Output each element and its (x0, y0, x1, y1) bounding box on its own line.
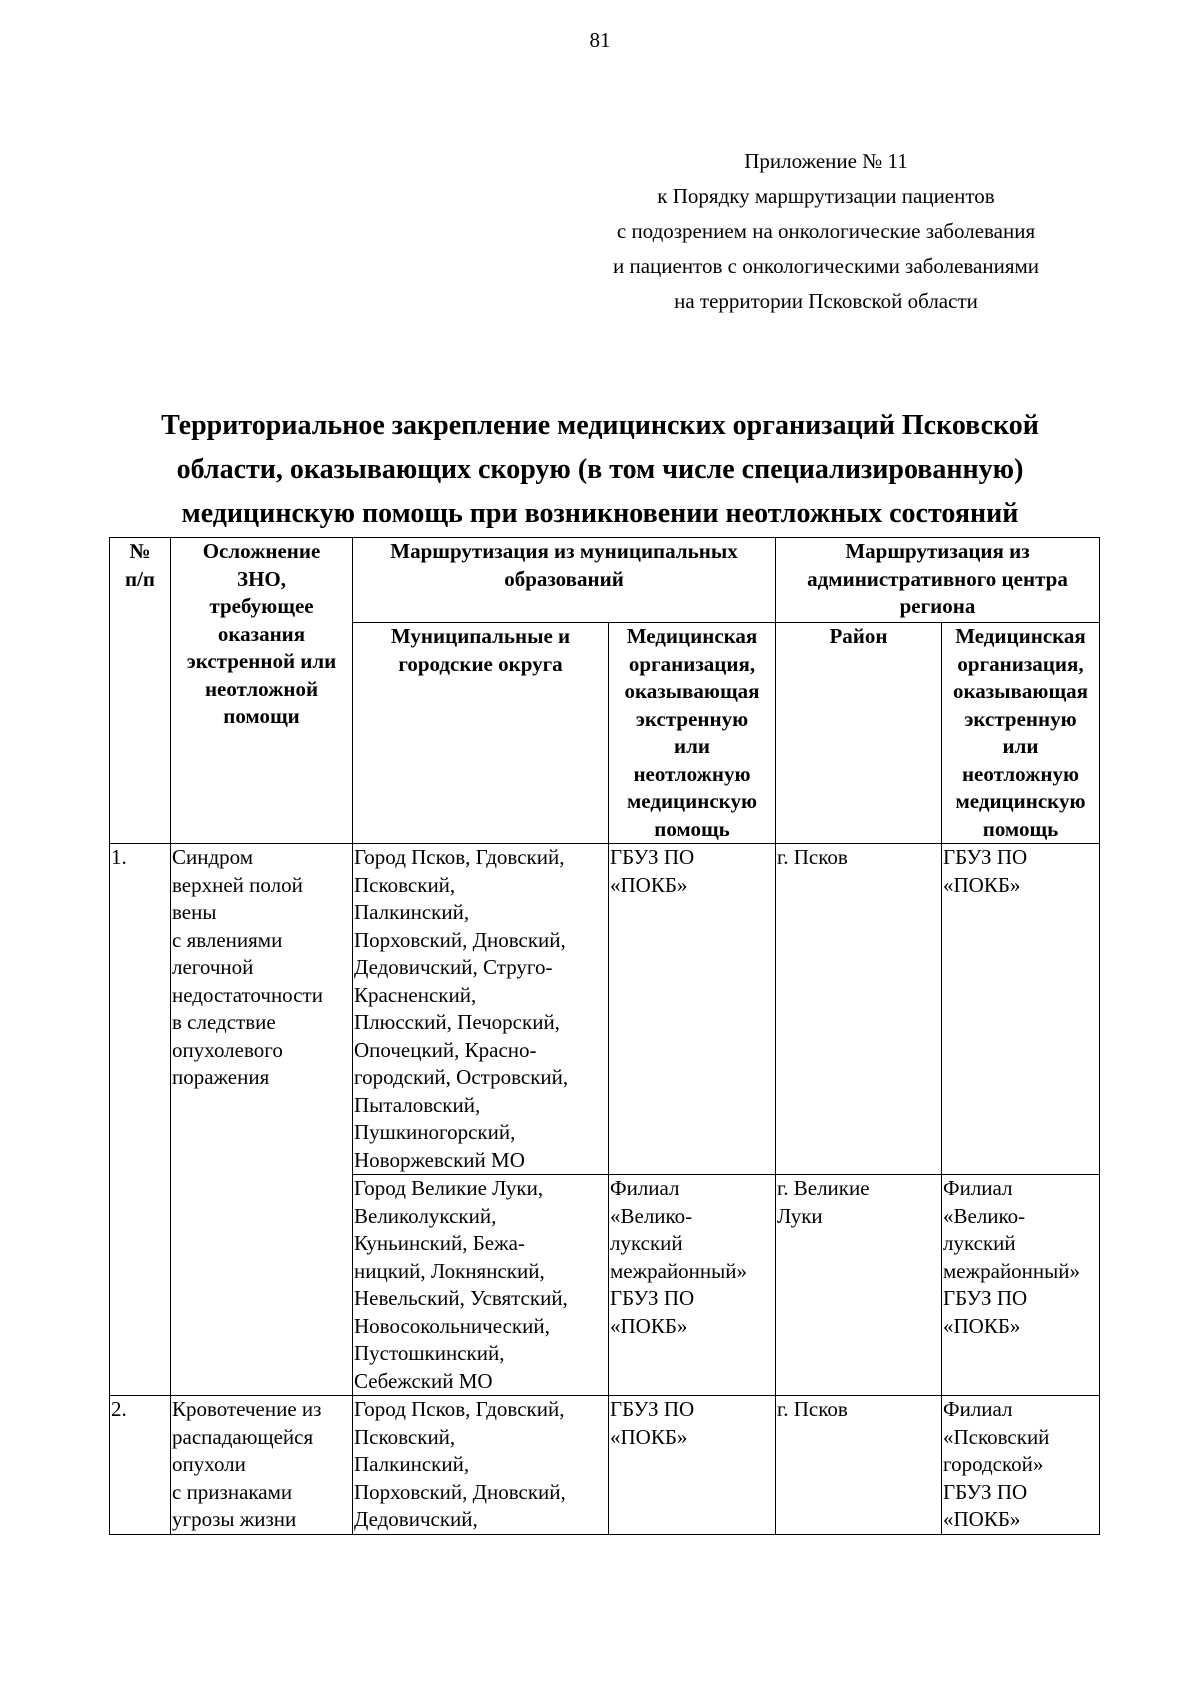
appendix-line: с подозрением на онкологические заболевания (616, 219, 1036, 243)
complication-cell (171, 1396, 353, 1535)
cell-line: «ПОКБ» (610, 1424, 688, 1449)
cell-line: Псковский, (354, 872, 456, 897)
cell-line: Пыталовский, (354, 1092, 481, 1117)
header-line: оказывающая (952, 679, 1089, 703)
cell-line: «ПОКБ» (610, 872, 688, 897)
table-row (110, 844, 1100, 1175)
cell-line: Новоржевский МО (354, 1147, 525, 1172)
cell-line: Дедовичский, (354, 1507, 478, 1531)
header-line: неотложной (204, 676, 319, 701)
cell-line: Филиал (610, 1176, 680, 1200)
cell-line: ницкий, Локнянский, (354, 1258, 545, 1283)
header-line: экстренную (635, 706, 749, 731)
municipalities-cell (353, 844, 609, 1175)
document-title (110, 404, 1090, 536)
header-line: региона (899, 594, 976, 618)
district-cell (776, 1175, 942, 1396)
cell-line: «ПОКБ» (943, 872, 1021, 897)
header-med-org-admin (942, 623, 1100, 844)
header-line: медицинскую (955, 789, 1086, 813)
header-routing-admin (776, 538, 1100, 623)
header-line: требующее (209, 594, 314, 618)
cell-line: Невельский, Усвятский, (354, 1286, 568, 1310)
cell-line: межрайонный» (943, 1258, 1081, 1283)
header-row (110, 538, 1100, 623)
municipalities-cell (353, 1396, 609, 1535)
cell-line: Палкинский, (354, 1452, 470, 1476)
cell-line: Город Псков, Гдовский, (354, 1397, 565, 1421)
cell-line: Порховский, Дновский, (354, 927, 566, 952)
cell-line: Себежский МО (354, 1368, 493, 1393)
cell-line: г. Великие (777, 1176, 870, 1200)
row-number (110, 1396, 171, 1535)
cell-line: ГБУЗ ПО (943, 1286, 1028, 1310)
cell-line: «Велико- (610, 1203, 693, 1228)
cell-line: Филиал (943, 1397, 1013, 1421)
header-line: экстренную (964, 706, 1077, 731)
header-line: помощи (223, 704, 300, 728)
header-line: помощь (982, 816, 1059, 841)
cell-line: «Псковский (943, 1424, 1050, 1449)
header-line: п/п (124, 566, 156, 591)
header-line: или (674, 734, 710, 758)
cell-line: с явлениями (172, 927, 283, 952)
header-line: оказывающая (624, 679, 760, 703)
cell-line: Красненский, (354, 982, 477, 1007)
header-line: организация, (957, 651, 1084, 676)
header-line: или (1002, 734, 1039, 758)
appendix-line: на территории Псковской области (674, 289, 978, 313)
cell-line: Куньинский, Бежа- (354, 1231, 525, 1255)
header-municipal-districts (353, 623, 609, 844)
cell-line: городский, Островский, (354, 1065, 569, 1089)
header-line: Район (829, 624, 888, 648)
cell-line: Луки (777, 1203, 823, 1228)
cell-line: верхней полой (172, 872, 303, 897)
page-number: 81 (589, 28, 611, 52)
cell-line: с признаками (172, 1479, 293, 1504)
header-line: экстренной или (186, 649, 337, 673)
municipalities-cell (353, 1175, 609, 1396)
header-line: Медицинская (626, 624, 758, 648)
cell-line: Порховский, Дновский, (354, 1479, 566, 1504)
cell-line: г. Псков (777, 845, 848, 869)
header-line: неотложную (633, 761, 751, 786)
header-line: Муниципальные и (390, 624, 571, 648)
header-line: организация, (628, 651, 756, 676)
cell-line: легочной (172, 955, 254, 979)
cell-line: Город Псков, Гдовский, (354, 845, 565, 869)
header-line: медицинскую (626, 789, 758, 813)
cell-line: распадающейся (172, 1424, 314, 1449)
cell-line: Пустошкинский, (354, 1341, 505, 1365)
cell-line: Дедовичский, Струго- (354, 955, 553, 979)
cell-line: 1. (111, 845, 127, 869)
cell-line: Город Великие Луки, (354, 1176, 544, 1200)
header-num (110, 538, 171, 844)
cell-line: ГБУЗ ПО (943, 1479, 1028, 1504)
cell-line: Филиал (943, 1176, 1013, 1200)
routing-table (109, 537, 1100, 1535)
cell-line: «ПОКБ» (943, 1507, 1021, 1531)
header-med-org (609, 623, 776, 844)
header-line: Маршрутизация из муниципальных (390, 539, 738, 563)
cell-line: «Велико- (943, 1203, 1026, 1228)
header-complication (171, 538, 353, 844)
header-line: Маршрутизация из (845, 539, 1030, 563)
cell-line: угрозы жизни (172, 1507, 297, 1531)
header-line: административного центра (807, 566, 1068, 591)
cell-line: Палкинский, (354, 900, 470, 924)
cell-line: вены (172, 900, 217, 924)
row-number (110, 844, 171, 1396)
cell-line: в следствие (172, 1010, 276, 1034)
header-line: образований (504, 566, 624, 591)
header-district (776, 623, 942, 844)
cell-line: Псковский, (354, 1424, 456, 1449)
cell-line: «ПОКБ» (943, 1313, 1021, 1338)
cell-line: Великолукский, (354, 1203, 497, 1228)
cell-line: городской» (943, 1452, 1044, 1476)
cell-line: ГБУЗ ПО (610, 845, 695, 869)
cell-line: лукский (610, 1231, 683, 1255)
table-row (110, 1396, 1100, 1535)
cell-line: «ПОКБ» (610, 1313, 688, 1338)
cell-line: поражения (172, 1065, 270, 1089)
cell-line: Плюсский, Печорский, (354, 1010, 560, 1034)
header-line: городские округа (398, 651, 563, 676)
med-org-cell (609, 844, 776, 1175)
appendix-line: и пациентов с онкологическими заболеваниями (612, 254, 1040, 278)
header-line: неотложную (961, 761, 1080, 786)
med-org-admin-cell (942, 844, 1100, 1175)
header-line: оказания (217, 621, 306, 646)
title-line: области, оказывающих скорую (в том числе специализированную) (176, 454, 1024, 485)
complication-cell (171, 844, 353, 1396)
cell-line: недостаточности (172, 982, 323, 1007)
cell-line: ГБУЗ ПО (610, 1397, 695, 1421)
cell-line: лукский (943, 1231, 1016, 1255)
cell-line: Кровотечение из (172, 1397, 322, 1421)
district-cell (776, 844, 942, 1175)
med-org-cell (609, 1175, 776, 1396)
cell-line: межрайонный» (610, 1258, 748, 1283)
med-org-admin-cell (942, 1396, 1100, 1535)
header-line: Медицинская (955, 624, 1086, 648)
med-org-cell (609, 1396, 776, 1535)
cell-line: ГБУЗ ПО (943, 845, 1028, 869)
cell-line: опухоли (172, 1452, 246, 1476)
title-line: Территориальное закрепление медицинских организаций Псковской (161, 410, 1039, 441)
cell-line: ГБУЗ ПО (610, 1286, 695, 1310)
header-line: помощь (654, 816, 730, 841)
appendix-reference (556, 144, 1096, 319)
district-cell (776, 1396, 942, 1535)
med-org-admin-cell (942, 1175, 1100, 1396)
header-line: Осложнение (202, 539, 321, 563)
appendix-line: к Порядку маршрутизации пациентов (657, 184, 995, 208)
header-routing-municipal (353, 538, 776, 623)
cell-line: Пушкиногорский, (354, 1120, 516, 1144)
cell-line: опухолевого (172, 1037, 283, 1062)
cell-line: Опочецкий, Красно- (354, 1037, 537, 1062)
cell-line: 2. (111, 1397, 127, 1421)
cell-line: Новосокольнический, (354, 1313, 550, 1338)
cell-line: г. Псков (777, 1397, 848, 1421)
cell-line: Синдром (172, 845, 254, 869)
title-line: медицинскую помощь при возникновении неотложных состояний (181, 498, 1019, 529)
header-line: № (129, 539, 151, 563)
header-line: ЗНО, (236, 566, 286, 591)
appendix-line: Приложение № 11 (744, 149, 908, 173)
